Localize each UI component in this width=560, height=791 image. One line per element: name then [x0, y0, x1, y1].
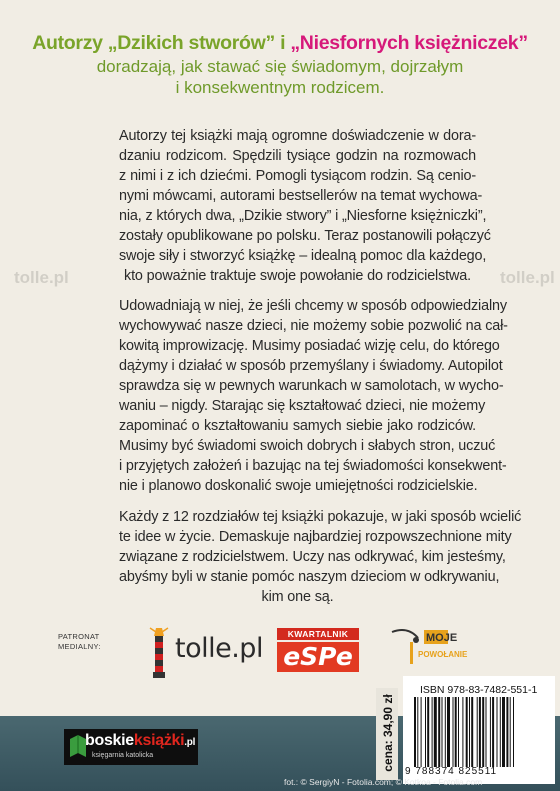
text-line: zostały opublikowane po polsku. Teraz postanowili połączyć — [119, 228, 491, 244]
text-line: dążymy i działać w sposób przemyślany i świadomy. Autopilot — [119, 358, 503, 374]
barcode-bar — [434, 697, 437, 767]
paragraph-3 — [119, 507, 522, 607]
barcode-bar — [458, 697, 459, 767]
heading-line-3: i konsekwentnym rodzicem. — [175, 78, 385, 97]
barcode-bar — [471, 697, 473, 767]
barcode-bar — [479, 697, 481, 767]
price-label: cena: 34,90 zł — [381, 694, 395, 772]
svg-text:POWOŁANIE: POWOŁANIE — [418, 650, 468, 659]
barcode-bar — [502, 697, 505, 767]
paragraph-2 — [119, 296, 508, 496]
text-line: abyśmy byli w stanie pomóc naszym dzieciom w odkrywaniu, — [119, 569, 500, 585]
watermark-left: tolle.pl — [14, 268, 69, 287]
barcode-bar — [497, 697, 498, 767]
text-line: wychowywać nasze dzieci, nie możemy sobie pozwolić na cał- — [119, 318, 508, 334]
text-line: związane z rodzicielstwem. Uczy nas odkrywać, kim jesteśmy, — [119, 549, 506, 565]
barcode-bar — [427, 697, 429, 767]
text-line: Każdy z 12 rozdziałów tej książki pokazuje, w jaki sposób wcielić — [119, 509, 522, 525]
barcode-bar — [492, 697, 494, 767]
barcode-bar — [506, 697, 508, 767]
text-line: i przyjętych założeń i bazując na tej świadomości konsekwent- — [119, 458, 507, 474]
barcode-bar — [417, 697, 418, 767]
barcode — [412, 697, 550, 767]
barcode-bar — [414, 697, 416, 767]
patronat-line-1: PATRONAT — [58, 632, 100, 641]
heading-authors: Autorzy „Dzikich stworów” — [32, 32, 275, 54]
barcode-bar — [513, 697, 514, 767]
publisher-name — [85, 732, 195, 750]
publisher-subtitle: księgarnia katolicka — [92, 752, 154, 759]
text-line: kto poważnie traktuje swoje powołanie do rodzicielstwa. — [124, 268, 471, 284]
text-line: swoje siły i stworzyć książkę – idealną pomoc dla każdego, — [119, 248, 487, 264]
barcode-bar — [455, 697, 457, 767]
barcode-bar — [500, 697, 501, 767]
barcode-bar — [486, 697, 487, 767]
barcode-bar — [466, 697, 468, 767]
barcode-number: 9 788374 825511 — [405, 766, 498, 777]
text-line: sprawdza się w pewnych warunkach w samolotach, w wycho- — [119, 378, 504, 394]
text-line: nie i planowo doskonalić swoje umiejętności rodzicielskie. — [119, 478, 478, 494]
barcode-bar — [421, 697, 422, 767]
text-line: waniu – nigdy. Starając się kształtować dzieci, nie możemy — [119, 398, 486, 414]
text-line: nymi mówcami, autorami bestsellerów na temat wychowa- — [119, 188, 483, 204]
barcode-bar — [477, 697, 478, 767]
paragraph-1 — [119, 126, 491, 286]
heading-book-title: „Niesfornych księżniczek” — [290, 32, 528, 54]
patronat-label — [58, 632, 101, 652]
publisher-name-c: .pl — [184, 737, 196, 748]
heading-line-2: doradzają, jak stawać się świadomym, dojrzałym — [96, 57, 464, 76]
barcode-bar — [438, 697, 440, 767]
text-line: kim one są. — [261, 589, 334, 605]
patronat-line-2: MEDIALNY: — [58, 642, 101, 651]
svg-text:MOJE: MOJE — [426, 632, 458, 644]
isbn-label: ISBN 978-83-7482-551-1 — [420, 684, 538, 696]
barcode-bar — [490, 697, 491, 767]
tolle-logo-text: tolle.pl — [175, 633, 263, 664]
text-line: z nimi i z ich dziećmi. Pomogli tysiącom rodzin. Są cenio- — [119, 168, 476, 184]
barcode-bar — [510, 697, 511, 767]
text-line: dzaniu rodzicom. Spędzili tysiące godzin na rozmowach — [119, 148, 476, 164]
barcode-bar — [425, 697, 426, 767]
text-line: Udowadniają w niej, że jeśli chcemy w sposób odpowiedzialny — [119, 298, 507, 314]
watermark-right: tolle.pl — [500, 268, 555, 287]
text-line: te idee w życie. Demaskuje najbardziej rozpowszechnione mity — [119, 529, 512, 545]
heading-join: i — [274, 32, 291, 54]
back-cover-heading — [0, 30, 560, 98]
text-line: nia, z których dwa, „Dzikie stwory” i „Niesforne księżniczki”, — [119, 208, 487, 224]
barcode-bar — [432, 697, 433, 767]
moje-powolanie-logo — [388, 624, 468, 674]
publisher-name-b: książki — [133, 732, 185, 749]
text-line: kowitą improwizację. Musimy posiadać wizję celu, do którego — [119, 338, 500, 354]
barcode-bar — [453, 697, 454, 767]
text-line: Musimy być świadomi swoich dobrych i słabych stron, uczuć — [119, 438, 496, 454]
text-line: Autorzy tej książki mają ogromne doświadczenie w dora- — [119, 128, 476, 144]
barcode-bar — [442, 697, 443, 767]
text-line: zapominać o kształtowaniu samych siebie jako rodziców. — [119, 418, 476, 434]
barcode-bar — [469, 697, 470, 767]
publisher-name-a: boskie — [85, 732, 134, 749]
photo-credits: fot.: © SergiyN - Fotolia.com; © Kotkoa - Fotolia.com — [284, 777, 483, 787]
espe-logo-main: eSPe — [277, 642, 359, 672]
heading-line-1 — [0, 30, 560, 56]
barcode-bar — [482, 697, 484, 767]
barcode-bar — [445, 697, 446, 767]
barcode-bar — [447, 697, 450, 767]
espe-logo-top: KWARTALNIK — [277, 628, 359, 640]
barcode-bar — [462, 697, 463, 767]
